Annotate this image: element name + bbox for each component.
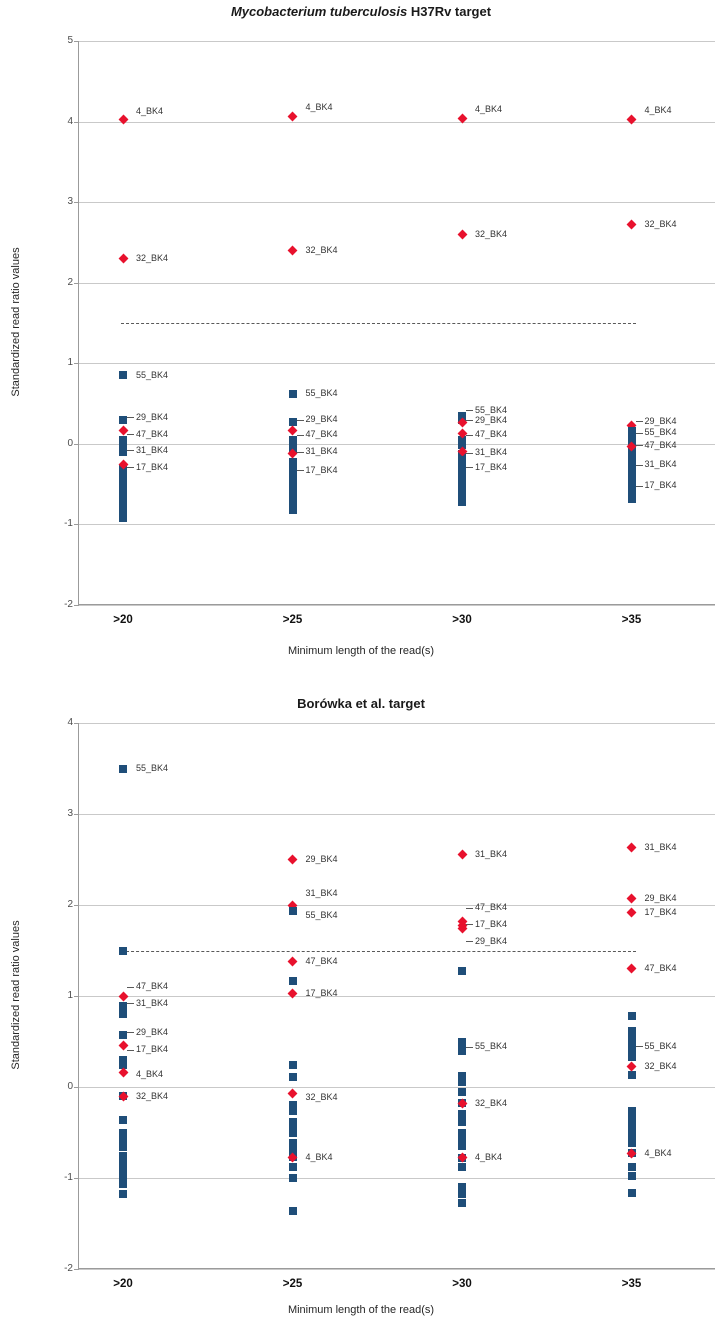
data-point-square [458,1088,466,1096]
point-label: 4_BK4 [475,103,503,114]
point-label: 4_BK4 [644,1147,672,1158]
label-leader-line [127,434,134,435]
point-label: 4_BK4 [136,1068,164,1079]
data-point-square [119,1180,127,1188]
label-leader-line [636,465,643,466]
data-point-square [289,907,297,915]
point-label: 47_BK4 [136,428,169,439]
data-point-square [119,1143,127,1151]
data-point-diamond [627,220,637,230]
data-point-square [289,977,297,985]
label-leader-line [127,467,134,468]
point-label: 47_BK4 [644,439,677,450]
data-point-square [289,1107,297,1115]
point-label: 32_BK4 [305,244,338,255]
y-axis-tick [74,605,79,606]
point-label: 29_BK4 [305,854,338,864]
data-point-square [628,1172,636,1180]
point-label: 55_BK4 [305,388,338,399]
chart-title-plain: H37Rv target [407,4,492,19]
data-point-diamond [288,112,298,122]
data-point-diamond [118,115,128,125]
data-point-square [458,1041,466,1049]
point-label: 55_BK4 [136,763,169,773]
label-leader-line [127,1003,134,1004]
y-axis-tick [74,363,79,364]
point-label: 4_BK4 [644,104,672,115]
y-tick-label: 2 [67,276,73,288]
gridline [79,444,715,445]
data-point-square [119,1010,127,1018]
data-point-diamond [457,850,467,860]
data-point-square [628,459,636,467]
y-axis-tick [74,524,79,525]
y-tick-label: 3 [67,196,73,208]
point-label: 31_BK4 [136,444,169,455]
data-point-diamond [288,246,298,256]
label-leader-line [466,924,473,925]
point-label: 47_BK4 [644,963,677,974]
label-leader-line [636,1046,643,1047]
gridline [79,605,715,606]
point-label: 4_BK4 [475,1152,503,1163]
point-label: 47_BK4 [475,902,508,913]
data-point-diamond [627,1061,637,1071]
data-point-square [289,1129,297,1137]
x-tick-label: >30 [452,1278,472,1290]
point-label: 55_BK4 [475,404,508,415]
y-tick-label: 2 [67,899,73,910]
plot-area [64,35,715,626]
gridline [79,202,715,203]
point-label: 4_BK4 [305,1151,333,1162]
label-leader-line [636,445,643,446]
gridline [79,283,715,284]
point-label: 47_BK4 [475,429,508,440]
data-point-square [458,1199,466,1207]
data-point-square [119,765,127,773]
data-point-square [628,479,636,487]
x-tick-label: >25 [282,1278,303,1290]
y-axis-tick [74,905,79,906]
data-point-square [289,390,297,398]
label-leader-line [636,433,643,434]
data-point-square [289,1163,297,1171]
y-tick-label: 4 [67,115,73,127]
point-label: 17_BK4 [305,987,338,998]
label-leader-line [127,987,134,988]
label-leader-line [127,450,134,451]
gridline [79,524,715,525]
data-point-square [628,1053,636,1061]
data-point-diamond [627,114,637,124]
label-leader-line [466,941,473,942]
data-point-square [628,495,636,503]
data-point-square [289,1174,297,1182]
gridline [79,723,715,724]
point-label: 4_BK4 [136,105,164,116]
gridline [79,814,715,815]
data-point-square [119,371,127,379]
data-point-square [628,1012,636,1020]
label-leader-line [466,435,473,436]
y-tick-label: -1 [64,1172,73,1183]
data-point-square [458,1163,466,1171]
point-label: 32_BK4 [644,219,677,230]
point-label: 55_BK4 [644,1040,677,1051]
point-label: 17_BK4 [475,918,508,929]
gridline [79,1178,715,1179]
data-point-diamond [627,964,637,974]
data-point-square [628,427,636,435]
gridline [79,1087,715,1088]
data-point-square [458,967,466,975]
point-label: 32_BK4 [136,253,169,264]
x-tick-label: >20 [113,1278,133,1290]
point-label: 29_BK4 [136,1026,169,1037]
data-point-diamond [288,956,298,966]
data-point-square [628,1189,636,1197]
data-point-square [289,1207,297,1215]
x-tick-label: >30 [452,614,472,626]
chart-title-italic: Mycobacterium tuberculosis [230,4,408,19]
data-point-diamond [627,843,637,853]
label-leader-line [636,486,643,487]
label-leader-line [297,452,304,453]
point-label: 29_BK4 [644,415,677,426]
point-label: 29_BK4 [644,893,677,904]
gridline [79,363,715,364]
x-tick-label: >35 [621,614,642,626]
y-tick-label: 1 [67,357,73,369]
point-label: 32_BK4 [305,1092,338,1103]
label-leader-line [466,467,473,468]
point-label: 31_BK4 [644,842,677,853]
label-leader-line [636,421,643,422]
point-label: 47_BK4 [305,429,338,440]
point-label: 31_BK4 [475,849,508,860]
label-leader-line [466,1047,473,1048]
data-point-diamond [118,991,128,1001]
point-label: 17_BK4 [644,480,677,491]
label-leader-line [466,420,473,421]
x-tick-label: >25 [282,614,303,626]
chart-title [0,4,722,19]
gridline [79,41,715,42]
y-axis-tick [74,202,79,203]
y-tick-label: 3 [67,808,73,819]
point-label: 17_BK4 [475,461,508,472]
data-point-square [458,1118,466,1126]
data-point-square [119,448,127,456]
label-leader-line [466,908,473,909]
x-axis-title: Minimum length of the read(s) [287,645,435,657]
data-point-diamond [627,894,637,904]
label-leader-line [297,470,304,471]
y-axis-tick [74,1087,79,1088]
y-axis-title: Standardized read ratio values [10,920,22,1070]
gridline [79,905,715,906]
data-point-square [458,1142,466,1150]
data-point-square [289,1073,297,1081]
data-point-square [289,1061,297,1069]
x-tick-label: >35 [621,1278,642,1290]
data-point-square [458,1078,466,1086]
data-point-diamond [288,1088,298,1098]
data-point-square [119,514,127,522]
label-leader-line [127,1032,134,1033]
point-label: 17_BK4 [644,906,677,917]
y-tick-label: -1 [64,518,73,530]
threshold-line [121,323,636,324]
y-axis-tick [74,444,79,445]
gridline [79,996,715,997]
point-label: 29_BK4 [475,935,508,946]
data-point-square [628,1040,636,1048]
label-leader-line [127,1050,134,1051]
y-tick-label: -2 [64,599,73,610]
point-label: 55_BK4 [305,910,338,921]
y-tick-label: 0 [67,1081,73,1092]
data-point-diamond [288,425,298,435]
gridline [79,1269,715,1270]
y-axis-tick [74,1269,79,1270]
data-point-square [628,1139,636,1147]
point-label: 31_BK4 [475,447,508,458]
label-leader-line [466,453,473,454]
data-point-square [119,1152,127,1160]
chart-title [0,696,722,711]
point-label: 17_BK4 [305,464,338,475]
data-point-diamond [627,907,637,917]
y-axis-tick [74,1178,79,1179]
y-tick-label: 0 [67,437,73,449]
point-label: 47_BK4 [305,955,338,966]
y-tick-label: 4 [67,717,73,728]
point-label: 31_BK4 [644,459,677,470]
data-point-square [458,456,466,464]
point-label: 55_BK4 [475,1041,508,1052]
y-tick-label: -2 [64,1263,73,1274]
data-point-square [458,498,466,506]
data-point-square [628,1163,636,1171]
label-leader-line [127,417,134,418]
point-label: 31_BK4 [305,887,338,898]
label-leader-line [297,435,304,436]
point-label: 29_BK4 [136,411,169,422]
point-label: 31_BK4 [136,997,169,1008]
point-label: 29_BK4 [475,414,508,425]
point-label: 32_BK4 [475,1097,508,1108]
data-point-square [119,1031,127,1039]
point-label: 55_BK4 [644,427,677,438]
data-point-square [289,464,297,472]
x-axis-title: Minimum length of the read(s) [287,1304,435,1316]
data-point-square [119,416,127,424]
data-point-diamond [118,254,128,264]
data-point-square [628,1071,636,1079]
label-leader-line [466,410,473,411]
point-label: 32_BK4 [475,228,508,239]
y-tick-label: 1 [67,990,73,1001]
data-point-square [119,1116,127,1124]
data-point-square [119,1002,127,1010]
chart-borowka [0,680,722,1323]
point-label: 47_BK4 [136,981,169,992]
x-tick-label: >20 [113,614,133,626]
gridline [79,122,715,123]
point-label: 17_BK4 [136,461,169,472]
data-point-diamond [457,229,467,239]
data-point-diamond [288,855,298,865]
y-axis-tick [74,996,79,997]
point-label: 32_BK4 [136,1090,169,1101]
y-axis-tick [74,814,79,815]
data-point-square [458,1190,466,1198]
y-tick-label: 5 [67,35,73,46]
data-point-square [119,1190,127,1198]
y-axis-tick [74,723,79,724]
data-point-diamond [118,1040,128,1050]
data-point-square [119,947,127,955]
point-label: 4_BK4 [305,102,333,113]
plot-area [64,717,715,1290]
point-label: 29_BK4 [305,414,338,425]
y-axis-title: Standardized read ratio values [10,247,22,397]
y-axis-tick [74,283,79,284]
point-label: 31_BK4 [305,446,338,457]
data-point-square [289,506,297,514]
point-label: 17_BK4 [136,1044,169,1055]
chart-title-plain: Borówka et al. target [297,696,425,711]
y-axis-tick [74,122,79,123]
point-label: 55_BK4 [136,369,169,380]
label-leader-line [297,420,304,421]
y-axis-tick [74,41,79,42]
point-label: 32_BK4 [644,1060,677,1071]
threshold-line [121,951,636,952]
